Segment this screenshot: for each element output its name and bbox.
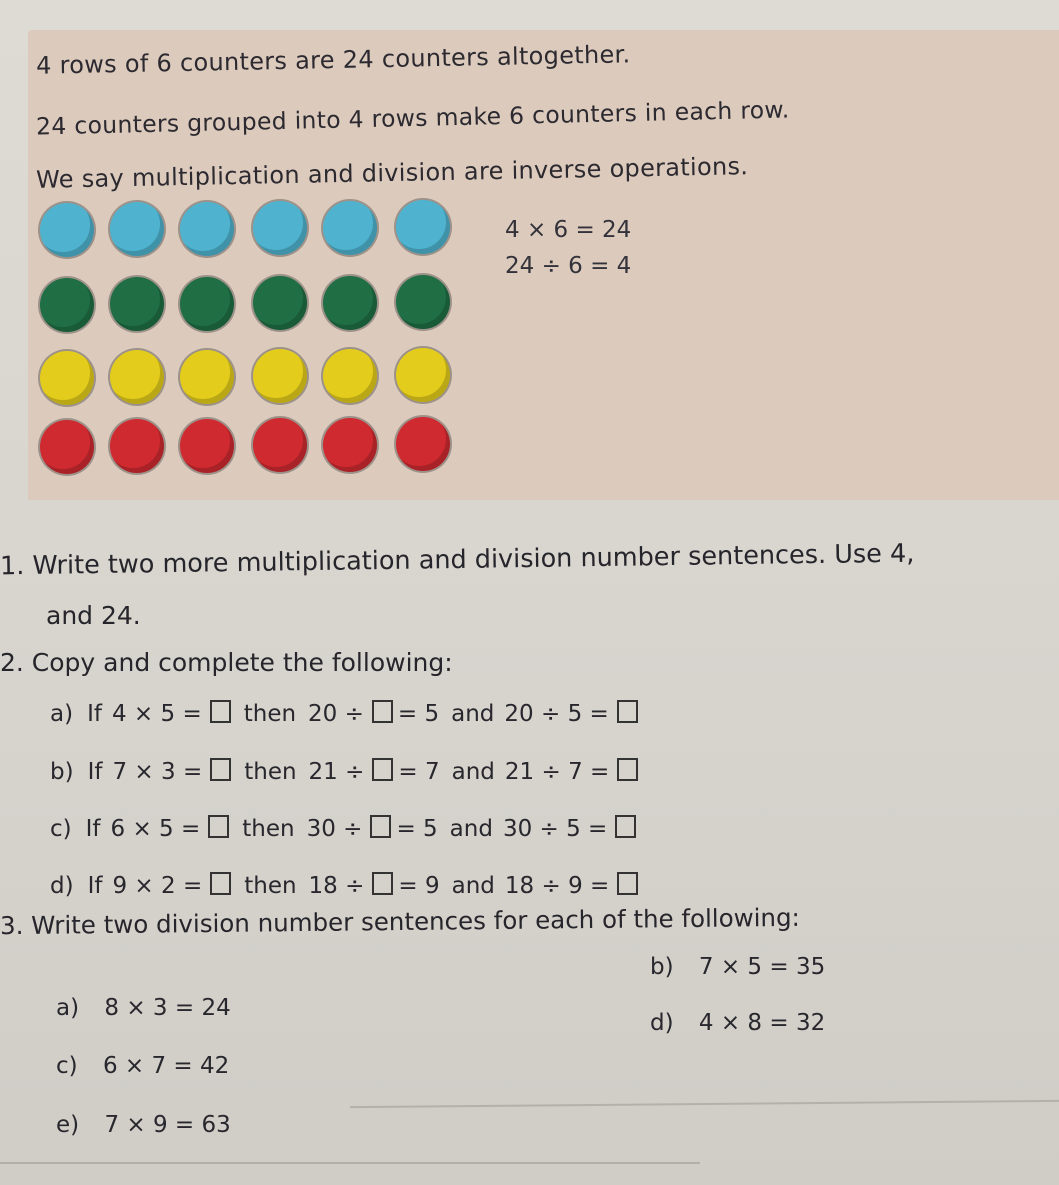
q2-item-label: d) (50, 873, 74, 899)
counter (323, 418, 377, 472)
q2-item-label: c) (50, 816, 72, 842)
q2-then-word: then (244, 759, 297, 785)
q2-then-word: then (244, 873, 297, 899)
page-rule-line (0, 1162, 700, 1164)
counter (323, 201, 377, 255)
q3-item-expression: 7 × 9 = 63 (104, 1112, 231, 1138)
q2-if-word: If (87, 759, 103, 785)
counter (110, 350, 164, 404)
q2-if-word: If (85, 816, 101, 842)
q3-item-expression: 4 × 8 = 32 (698, 1010, 826, 1036)
q2-quotient: = 5 (397, 701, 440, 727)
q2-item (50, 700, 641, 727)
q2-then-word: then (242, 816, 295, 842)
q3-item-label: b) (650, 954, 674, 980)
q3-item-expression: 6 × 7 = 42 (102, 1053, 230, 1079)
answer-box (210, 700, 231, 723)
answer-box (372, 872, 393, 895)
page-rule-line (350, 1100, 1059, 1108)
q3-item-label: d) (650, 1010, 674, 1036)
counter (396, 417, 450, 471)
question-3-title: 3. Write two division number sentences for each of the following: (0, 902, 800, 941)
q2-multiplication: 6 × 5 = (110, 816, 201, 842)
answer-box (615, 815, 636, 838)
answer-box (372, 700, 393, 723)
q3-item-label: e) (56, 1112, 80, 1138)
counter (40, 351, 94, 405)
q3-item-d (650, 1010, 825, 1036)
answer-box (617, 700, 638, 723)
q3-item-b (650, 954, 825, 980)
counter (323, 349, 377, 403)
intro-line-2: 24 counters grouped into 4 rows make 6 counters in each row. (35, 95, 790, 141)
intro-line-3: We say multiplication and division are inverse operations. (35, 152, 749, 194)
counter (180, 202, 234, 256)
answer-box (617, 872, 638, 895)
q3-item-label: c) (56, 1053, 78, 1079)
counter (396, 275, 450, 329)
q2-quotient: = 5 (396, 816, 438, 842)
q2-item (50, 815, 639, 842)
answer-box (208, 815, 229, 838)
q2-quotient: = 9 (398, 873, 440, 899)
q2-item-label: a) (50, 701, 74, 727)
q2-and-word: and (451, 759, 495, 785)
question-1-continuation: and 24. (46, 601, 141, 630)
q2-and-word: and (451, 701, 495, 727)
counter (253, 201, 307, 255)
q2-multiplication: 9 × 2 = (112, 873, 203, 899)
q2-and-word: and (449, 816, 493, 842)
counter (110, 202, 164, 256)
q2-division: 18 ÷ (308, 873, 365, 899)
multiplication-fact: 4 × 6 = 24 (505, 217, 632, 243)
q2-division: 21 ÷ (308, 759, 365, 785)
q2-multiplication: 4 × 5 = (111, 701, 202, 727)
answer-box (372, 758, 393, 781)
q3-item-label: a) (56, 995, 80, 1021)
q2-division-2: 30 ÷ 5 = (502, 816, 608, 842)
q3-item-c (56, 1053, 229, 1079)
counter (253, 349, 307, 403)
answer-box (370, 815, 391, 838)
counter (180, 277, 234, 331)
counter (40, 420, 94, 474)
counter (396, 348, 450, 402)
division-fact: 24 ÷ 6 = 4 (505, 253, 632, 279)
q2-item (50, 758, 641, 785)
q2-quotient: = 7 (398, 759, 440, 785)
counter (180, 419, 234, 473)
question-1-text: 1. Write two more multiplication and division number sentences. Use 4, (0, 538, 915, 582)
counter (110, 277, 164, 331)
q2-division: 30 ÷ (306, 816, 363, 842)
q2-item (50, 872, 641, 899)
q2-multiplication: 7 × 3 = (112, 759, 203, 785)
counter (110, 419, 164, 473)
q3-item-expression: 8 × 3 = 24 (104, 995, 231, 1021)
q2-and-word: and (451, 873, 495, 899)
q2-division-2: 18 ÷ 9 = (504, 873, 610, 899)
counter-array (40, 203, 470, 483)
counter (40, 203, 94, 257)
q2-if-word: If (87, 873, 103, 899)
answer-box (210, 758, 231, 781)
q2-if-word: If (87, 701, 102, 727)
answer-box (210, 872, 231, 895)
counter (180, 350, 234, 404)
q3-item-e (56, 1112, 231, 1138)
counter (396, 200, 450, 254)
intro-line-1: 4 rows of 6 counters are 24 counters altogether. (35, 40, 631, 80)
q2-item-label: b) (50, 759, 74, 785)
counter (40, 278, 94, 332)
counter (253, 276, 307, 330)
q2-then-word: then (243, 701, 297, 727)
answer-box (617, 758, 638, 781)
q2-division-2: 20 ÷ 5 = (504, 701, 609, 727)
counter (253, 418, 307, 472)
q2-division: 20 ÷ (308, 701, 364, 727)
q2-division-2: 21 ÷ 7 = (504, 759, 610, 785)
counter (323, 276, 377, 330)
question-2-title: 2. Copy and complete the following: (0, 648, 453, 677)
q3-item-expression: 7 × 5 = 35 (698, 954, 826, 980)
q3-item-a (56, 995, 231, 1021)
